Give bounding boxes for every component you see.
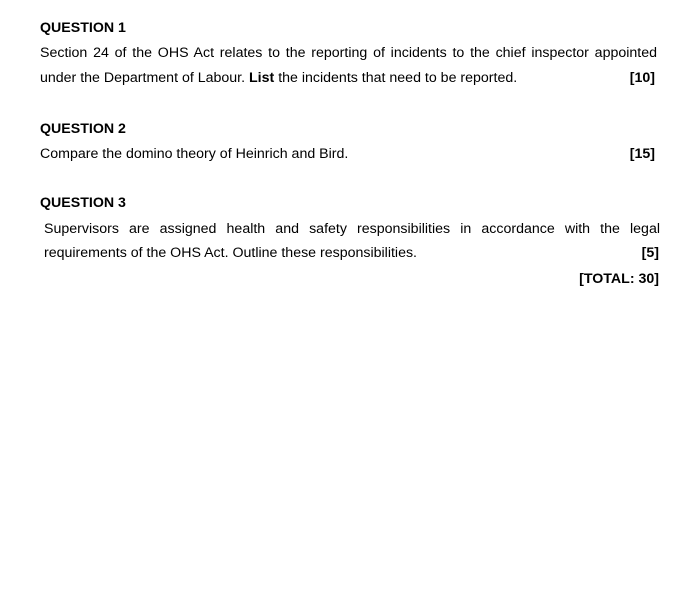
question-1-text-line-1: Section 24 of the OHS Act relates to the reporting of incidents to the chief inspector appointed bbox=[40, 45, 657, 61]
question-2-heading: QUESTION 2 bbox=[40, 121, 126, 137]
question-1-instruction-keyword: List bbox=[249, 70, 275, 86]
question-1-text-segment: the incidents that need to be reported. bbox=[274, 70, 518, 86]
question-2-marks: [15] bbox=[629, 146, 655, 162]
question-1-text-segment: under the Department of Labour. bbox=[40, 70, 250, 86]
question-1-text-line-2 bbox=[40, 69, 517, 87]
question-3-heading: QUESTION 3 bbox=[40, 195, 126, 211]
question-3-text-line-1: Supervisors are assigned health and safety responsibilities in accordance with the legal bbox=[44, 221, 660, 237]
question-3-marks: [5] bbox=[641, 245, 659, 261]
question-3-text-line-2: requirements of the OHS Act. Outline these responsibilities. bbox=[44, 245, 417, 261]
question-1-marks: [10] bbox=[629, 70, 655, 86]
total-marks: [TOTAL: 30] bbox=[579, 271, 659, 287]
question-1-heading: QUESTION 1 bbox=[40, 20, 126, 36]
question-2-text: Compare the domino theory of Heinrich and Bird. bbox=[40, 146, 349, 162]
